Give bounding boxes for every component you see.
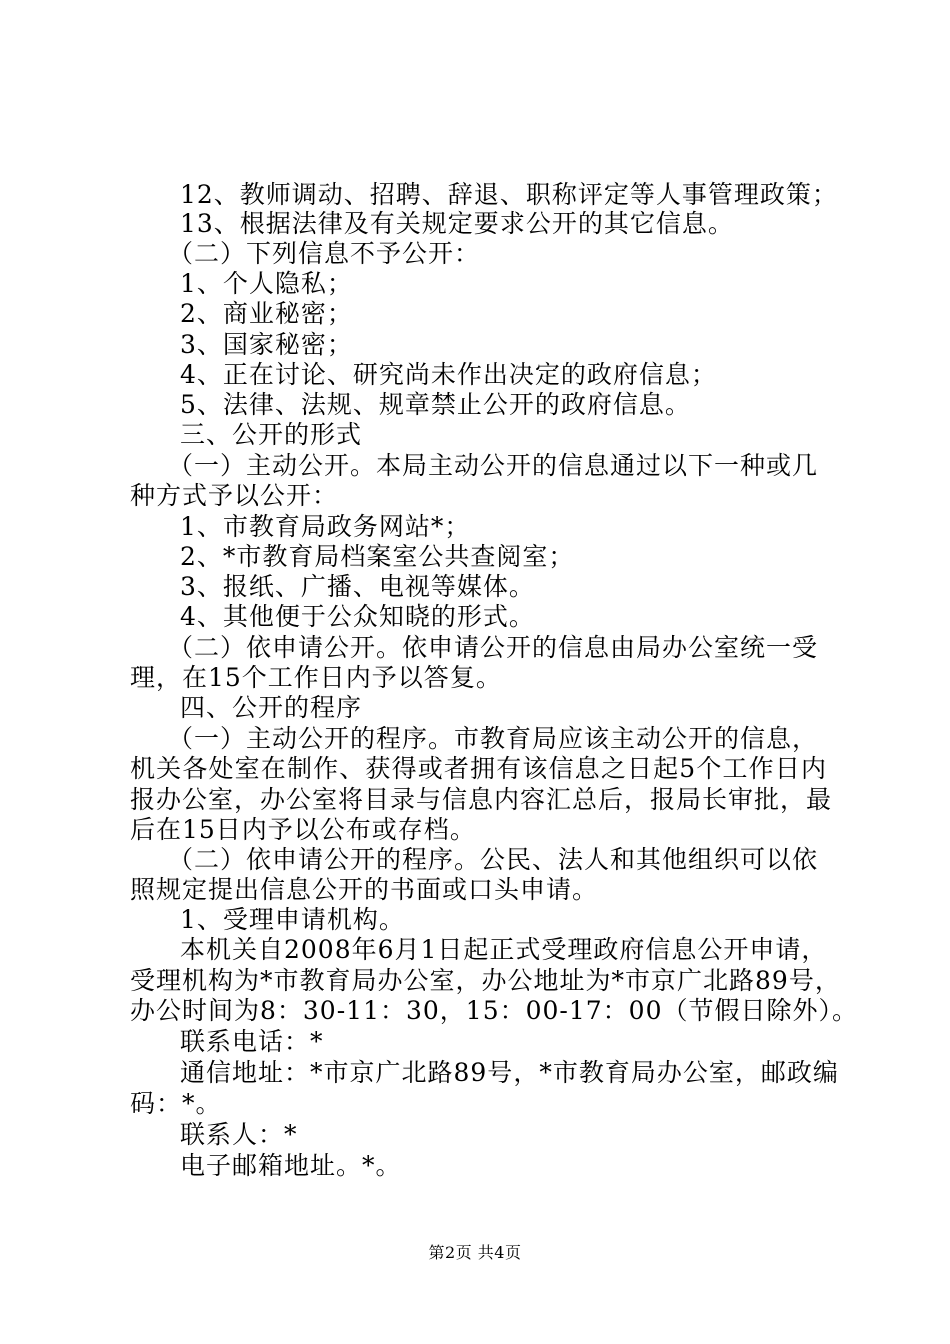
text-line: 1、受理申请机构。: [180, 905, 405, 934]
text-line: 照规定提出信息公开的书面或口头申请。: [130, 875, 599, 904]
section-heading: 三、公开的形式: [180, 420, 363, 449]
text-line: 机关各处室在制作、获得或者拥有该信息之日起5个工作日内: [130, 754, 827, 783]
text-line: 4、其他便于公众知晓的形式。: [180, 602, 535, 631]
text-line: 通信地址：*市京广北路89号，*市教育局办公室，邮政编: [180, 1058, 839, 1087]
text-line: （一）主动公开。本局主动公开的信息通过以下一种或几: [168, 451, 819, 480]
text-line: 2、商业秘密；: [180, 299, 353, 328]
text-line: 码：*。: [130, 1089, 222, 1118]
text-line: 联系人：*: [180, 1120, 298, 1149]
text-line: 报办公室，办公室将目录与信息内容汇总后，报局长审批，最: [130, 785, 833, 814]
text-line: 本机关自2008年6月1日起正式受理政府信息公开申请，: [180, 935, 828, 964]
text-line: 4、正在讨论、研究尚未作出决定的政府信息；: [180, 360, 717, 389]
page-number-footer: 第2页 共4页: [428, 1243, 522, 1262]
text-line: 3、国家秘密；: [180, 330, 353, 359]
text-line: （二）下列信息不予公开：: [168, 239, 481, 268]
text-line: 电子邮箱地址。*。: [180, 1151, 402, 1180]
text-line: 5、法律、法规、规章禁止公开的政府信息。: [180, 390, 691, 419]
text-line: （二）依申请公开的程序。公民、法人和其他组织可以依: [168, 845, 819, 874]
section-heading: 四、公开的程序: [180, 693, 363, 722]
text-line: 2、*市教育局档案室公共查阅室；: [180, 542, 575, 571]
text-line: 12、教师调动、招聘、辞退、职称评定等人事管理政策；: [180, 180, 838, 209]
text-line: 办公时间为8：30-11：30，15：00-17：00（节假日除外）。: [130, 996, 858, 1025]
text-line: 3、报纸、广播、电视等媒体。: [180, 572, 535, 601]
text-line: 13、根据法律及有关规定要求公开的其它信息。: [180, 209, 734, 238]
text-line: 种方式予以公开：: [130, 481, 339, 510]
text-line: （二）依申请公开。依申请公开的信息由局办公室统一受: [168, 633, 819, 662]
text-line: 1、个人隐私；: [180, 269, 353, 298]
text-line: 后在15日内予以公布或存档。: [130, 815, 476, 844]
text-line: 受理机构为*市教育局办公室，办公地址为*市京广北路89号，: [130, 966, 841, 995]
text-line: （一）主动公开的程序。市教育局应该主动公开的信息，: [168, 724, 819, 753]
text-line: 1、市教育局政务网站*；: [180, 512, 471, 541]
text-line: 理，在15个工作日内予以答复。: [130, 663, 502, 692]
text-line: 联系电话：*: [180, 1027, 324, 1056]
